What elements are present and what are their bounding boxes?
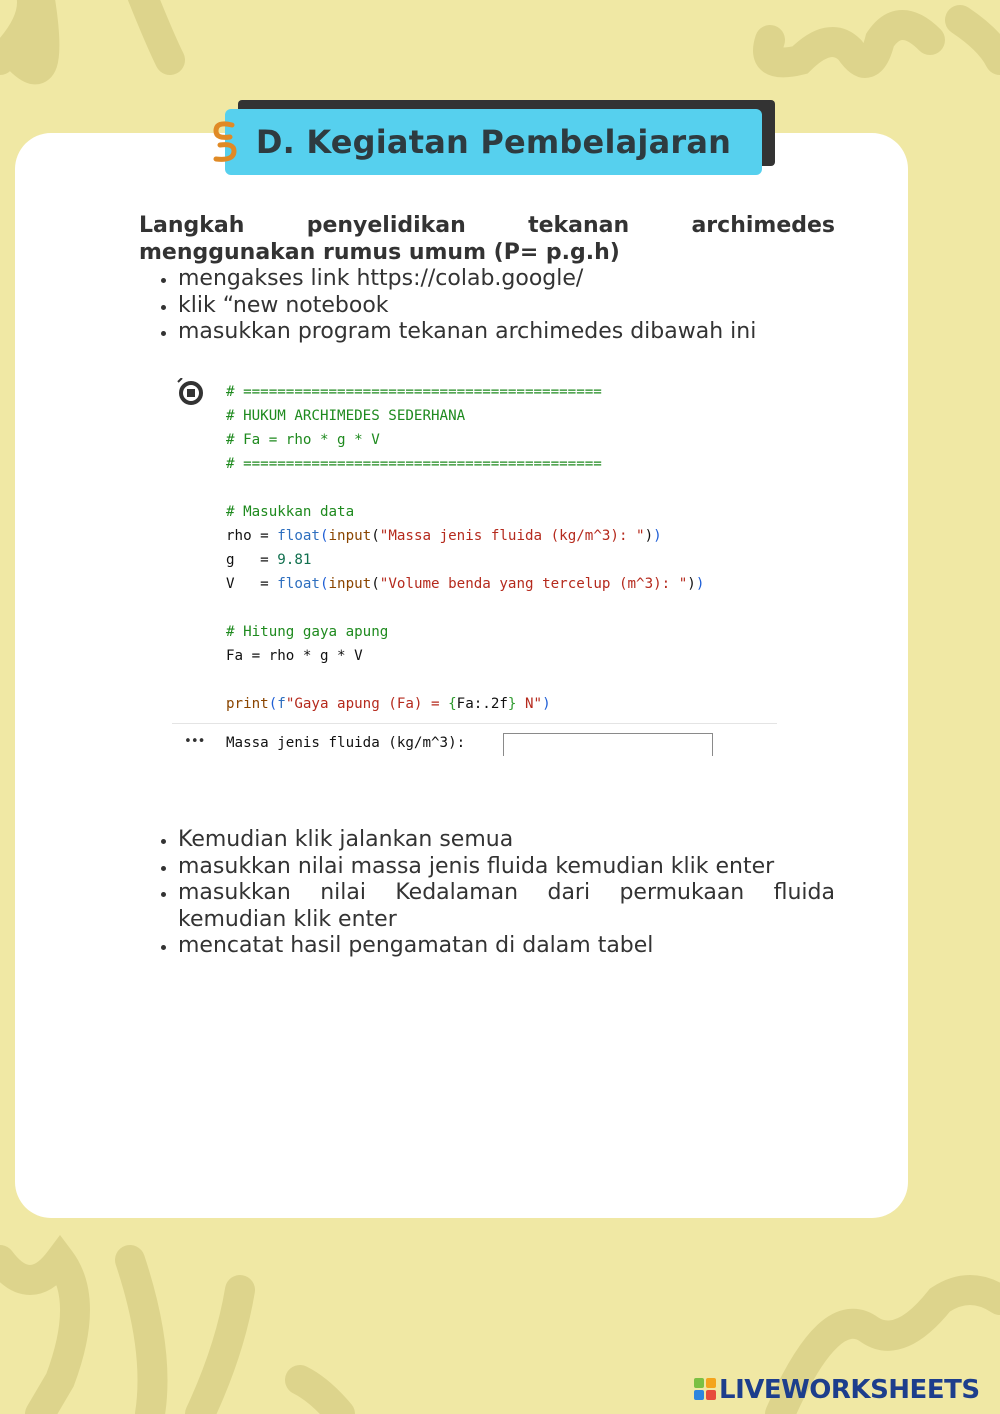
list-item: • mengakses link https://colab.google/ (178, 266, 835, 293)
page-title: D. Kegiatan Pembelajaran (255, 123, 732, 161)
code-line: # ========================================== (226, 456, 602, 472)
code-token: g = (226, 552, 278, 568)
code-block: # ========================================== # HUKUM ARCHIMEDES SEDERHANA # Fa = rho * g * V # ========================================== # Masukkan data rho = float(input("Massa jenis fluida (kg/m^3): ")) g = 9.81 V = float(input("Volume benda yang tercelup (m^3): ")) # Hitung gaya apung Fa = rho * g * V print(f"Gaya apung (Fa) = {Fa:.2f} N") (226, 384, 705, 712)
code-token: "Gaya apung (Fa) = (285, 696, 449, 712)
run-cell-icon (176, 378, 206, 408)
output-menu-icon: ••• (184, 734, 205, 749)
list-item: • Kemudian klik jalankan semua (178, 827, 835, 854)
liveworksheets-logo (694, 1373, 980, 1407)
liveworksheets-logo-icon (694, 1378, 716, 1402)
code-token: N" (516, 696, 543, 712)
output-prompt: Massa jenis fluida (kg/m^3): (226, 735, 466, 751)
code-line: # Masukkan data (226, 504, 355, 520)
instructions-top (139, 213, 835, 346)
list-item: • masukkan nilai Kedalaman dari permukaan fluida kemudian klik enter (178, 880, 835, 933)
code-line: # HUKUM ARCHIMEDES SEDERHANA (226, 408, 466, 424)
code-token: 9.81 (277, 552, 312, 568)
list-item: • masukkan program tekanan archimedes dibawah ini (178, 319, 835, 346)
code-token: "Volume benda yang tercelup (m^3): " (379, 576, 688, 592)
list-item: • mencatat hasil pengamatan di dalam tabel (178, 933, 835, 960)
code-line: # Fa = rho * g * V (226, 432, 380, 448)
code-token: float (277, 528, 320, 544)
instructions-bottom (139, 827, 835, 960)
code-token: input (328, 528, 372, 544)
steps-list-before (139, 266, 835, 346)
code-token: Fa:.2f (456, 696, 508, 712)
code-line: # Hitung gaya apung (226, 624, 389, 640)
code-token: input (328, 576, 372, 592)
logo-text: LIVEWORKSHEETS (719, 1375, 980, 1405)
steps-list-after (139, 827, 835, 960)
code-line: # ========================================== (226, 384, 602, 400)
code-screenshot (172, 374, 777, 760)
list-item: • masukkan nilai massa jenis fluida kemudian klik enter (178, 854, 835, 881)
code-token: f (277, 696, 286, 712)
title-banner (225, 109, 762, 175)
output-input-field (503, 733, 713, 756)
code-token: float (277, 576, 320, 592)
code-token: rho = (226, 528, 278, 544)
code-token: V = (226, 576, 278, 592)
chain-link-icon (208, 119, 242, 165)
code-line: Fa = rho * g * V (226, 648, 363, 664)
list-item: • klik “new notebook (178, 293, 835, 320)
output-divider (172, 723, 777, 724)
code-token: "Massa jenis fluida (kg/m^3): " (379, 528, 645, 544)
steps-heading: Langkah penyelidikan tekanan archimedes menggunakan rumus umum (P= p.g.h) (139, 213, 835, 265)
code-token: print (226, 696, 269, 712)
